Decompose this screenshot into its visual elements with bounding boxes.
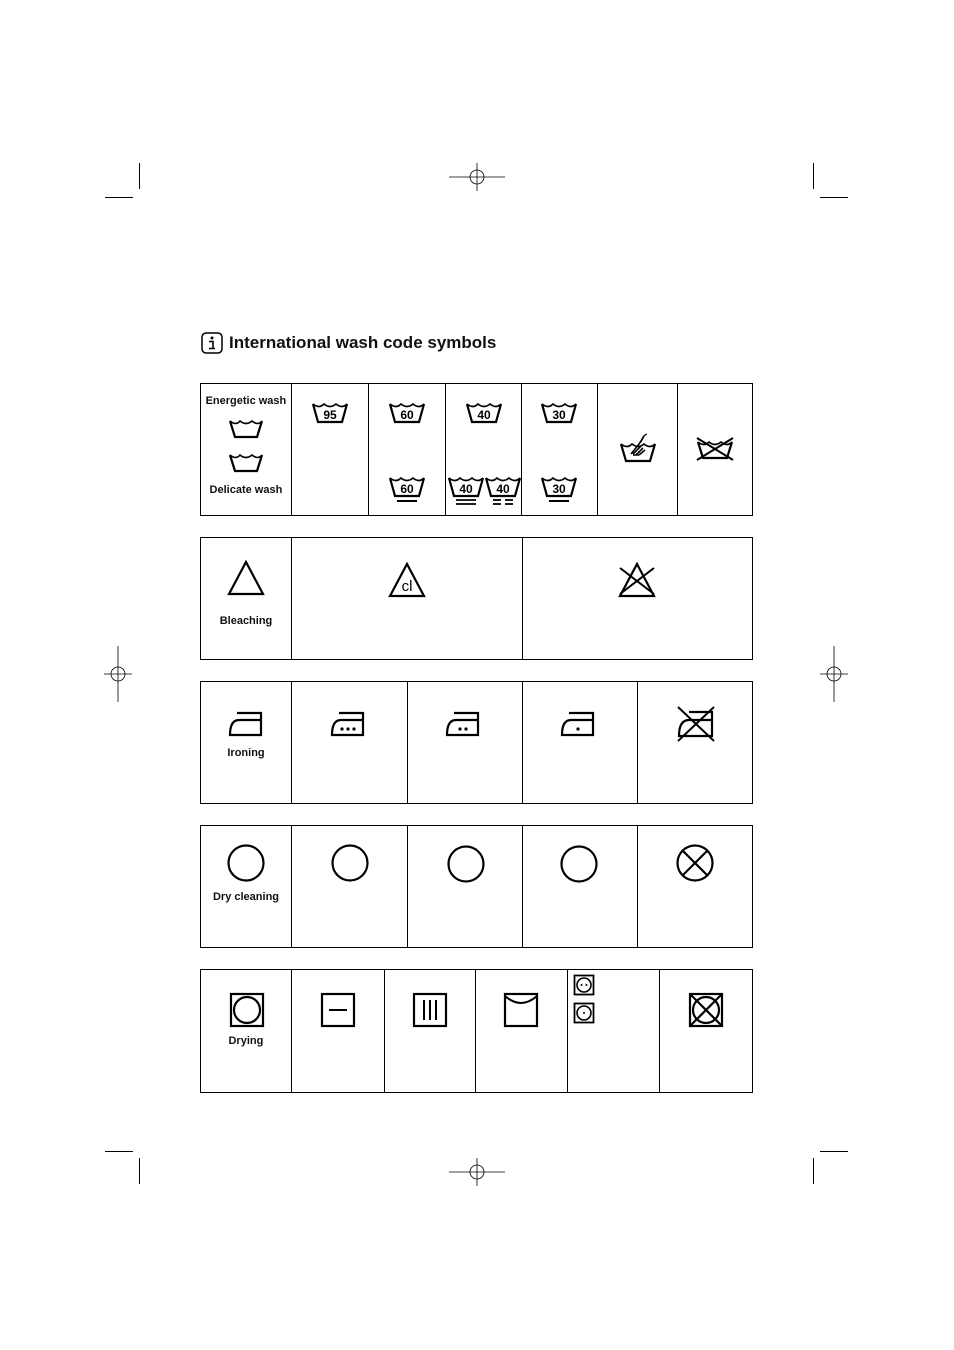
wash-temp-text: 30 [552,482,567,496]
do-not-tumble-dry-cell [660,970,752,1092]
iron-medium-icon [444,708,482,738]
ironing-label-cell [201,682,292,803]
wash-temp-text: 60 [400,482,414,496]
registration-mark-icon [104,646,132,702]
do-not-iron-cell [638,682,752,803]
wash-40-icon [465,400,503,426]
info-icon [201,332,223,354]
wash-30-delicate-icon [540,474,578,506]
chlorine-bleach-icon [387,561,427,599]
dry-clean-any-solvent-cell [292,826,408,947]
ironing-label: Ironing [227,747,265,759]
delicate-wash-label: Delicate wash [209,484,283,496]
wash-40-delicate-icon [447,474,485,506]
no-bleach-cell [523,538,752,659]
washing-table [200,383,753,516]
do-not-dry-clean-icon [675,843,715,883]
wash-95-cell [292,384,369,515]
wash-temp-text: 40 [495,482,510,496]
wash-95-icon [311,400,349,426]
do-not-iron-icon [675,704,717,744]
do-not-wash-icon [695,436,735,462]
wash-60-cell [369,384,446,515]
iron-medium-cell [408,682,523,803]
energetic-wash-label: Energetic wash [205,395,287,407]
wash-tub-icon [228,451,264,473]
wash-temp-text: 30 [552,408,567,422]
iron-low-icon [559,708,597,738]
wash-60-icon [388,400,426,426]
ironing-table [200,681,753,804]
line-dry-icon [503,992,539,1028]
dry-clean-petroleum-icon [559,844,599,884]
dry-clean-petroleum-cell [523,826,638,947]
tumble-dry-heat-cell [568,970,660,1092]
line-dry-cell [476,970,568,1092]
do-not-dry-clean-cell [638,826,752,947]
iron-low-cell [523,682,638,803]
title-text: International wash code symbols [229,333,497,352]
wash-40-very-delicate-icon [484,474,522,506]
bleaching-table [200,537,753,660]
registration-mark-icon [449,1158,505,1186]
dry-cleaning-label: Dry cleaning [212,891,280,903]
iron-high-icon [329,708,367,738]
iron-high-cell [292,682,408,803]
wash-60-delicate-icon [388,474,426,506]
wash-30-cell [522,384,598,515]
wash-temp-text: 40 [458,482,473,496]
circle-icon [226,843,266,883]
wash-temp-text: 40 [476,408,491,422]
washing-label-cell [201,384,292,515]
chlorine-bleach-cell [292,538,523,659]
wash-temp-text: 60 [400,408,414,422]
iron-icon [227,708,265,738]
hand-wash-cell [598,384,678,515]
registration-mark-icon [820,646,848,702]
dry-cleaning-table [200,825,753,948]
hand-wash-icon [619,432,657,464]
drying-label-cell [201,970,292,1092]
chlorine-text: cl [401,578,413,595]
do-not-tumble-dry-icon [688,992,724,1028]
dry-flat-icon [320,992,356,1028]
bleaching-label-cell [201,538,292,659]
dry-clean-any-solvent-icon [330,843,370,883]
drip-dry-cell [385,970,477,1092]
drip-dry-icon [412,992,448,1028]
dry-clean-perchloroethylene-cell [408,826,523,947]
bleaching-label: Bleaching [219,615,273,627]
tumble-dry-normal-heat-icon [573,974,595,996]
drying-table [200,969,753,1093]
wash-temp-text: 95 [323,408,337,422]
tumble-dry-icon [229,992,265,1028]
dry-flat-cell [292,970,385,1092]
do-not-wash-cell [678,384,752,515]
dry-clean-perchloroethylene-icon [446,844,486,884]
tumble-dry-low-heat-icon [573,1002,595,1024]
dry-cleaning-label-cell [201,826,292,947]
wash-40-cell [446,384,523,515]
drying-label: Drying [228,1035,264,1047]
triangle-icon [226,559,266,597]
wash-tub-icon [228,417,264,439]
registration-mark-icon [449,163,505,191]
wash-30-icon [540,400,578,426]
page-title [201,332,496,354]
no-bleach-icon [616,561,658,599]
